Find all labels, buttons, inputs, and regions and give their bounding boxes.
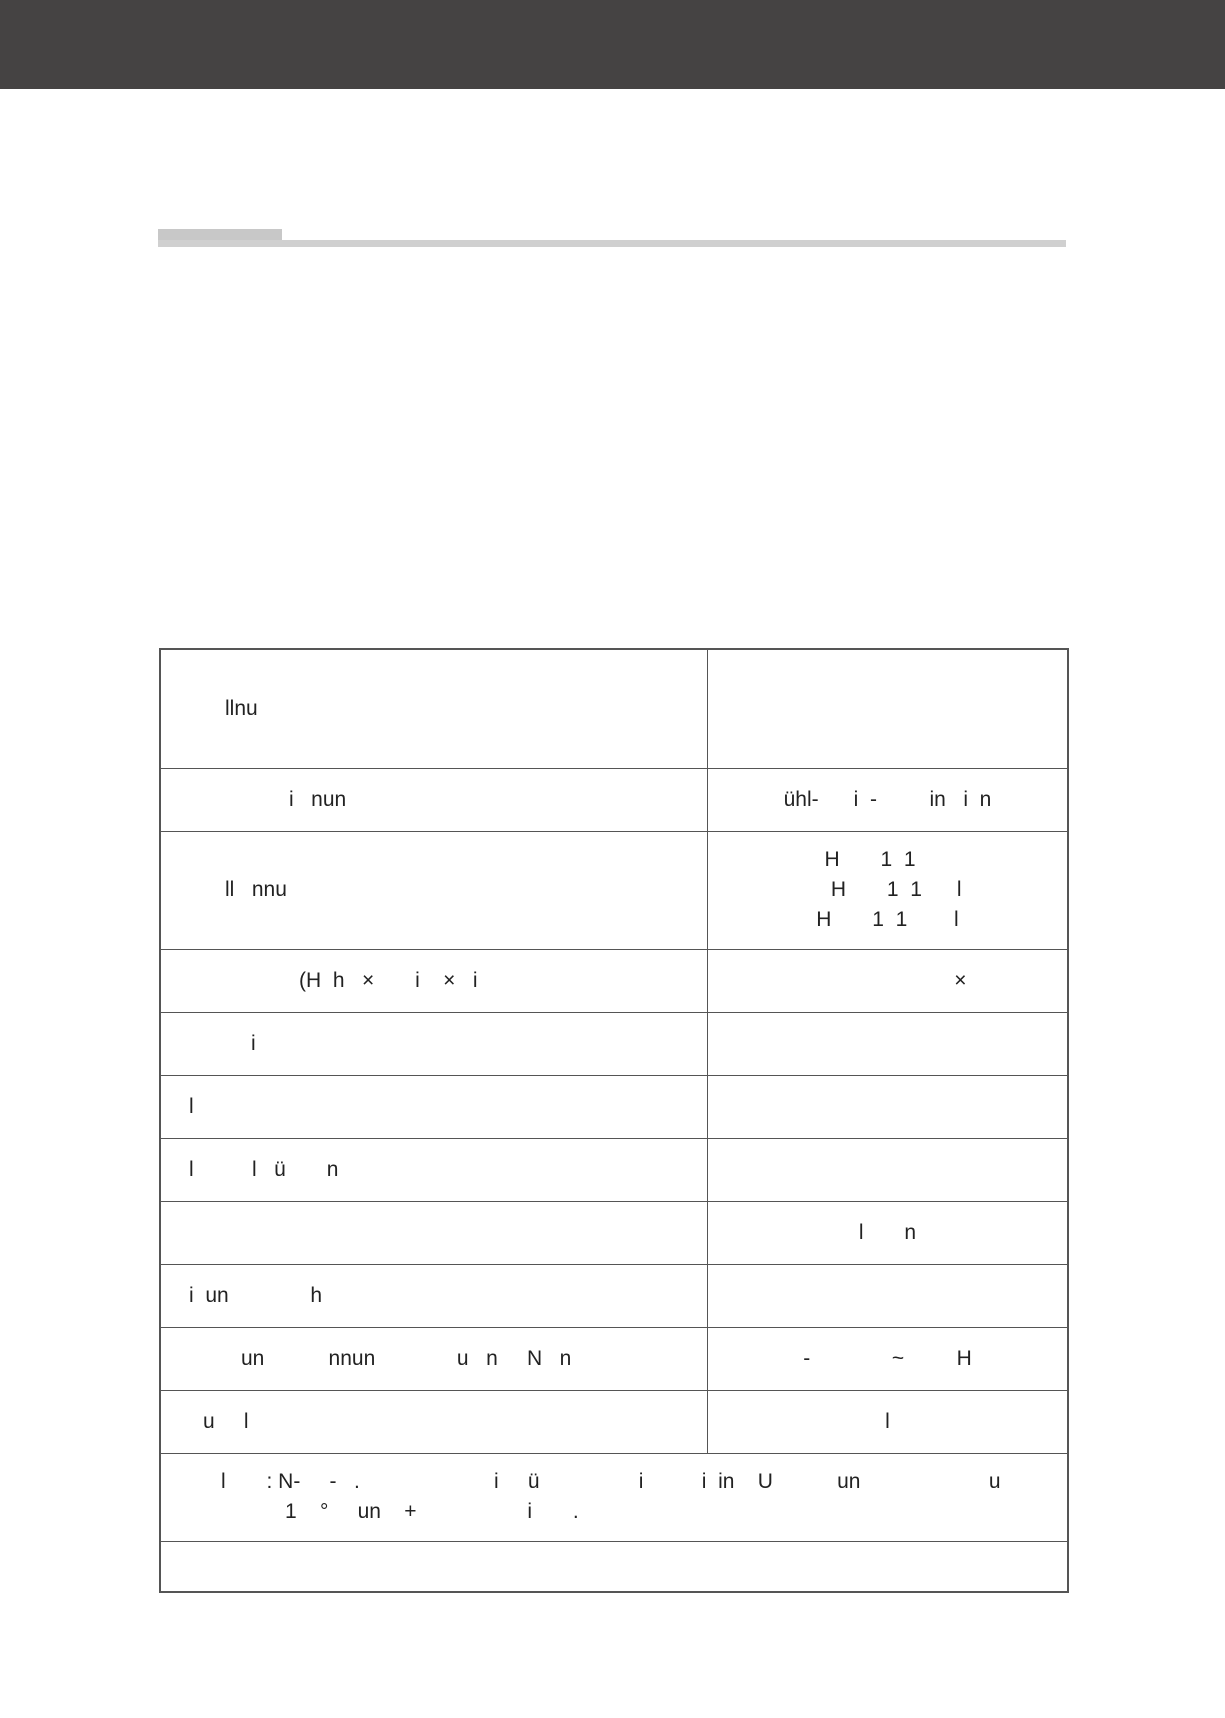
table-row [160,831,1068,949]
table-row [160,649,1068,768]
row-value: ühl- i - in i n [783,787,992,811]
row-value: l n [858,1220,917,1244]
row-label: llnu [225,696,258,720]
row-label: l [189,1094,194,1118]
top-header-bar [0,0,1225,89]
note-line: 1 ° un + i . [285,1500,579,1523]
table-row [160,1201,1068,1264]
table-row [160,1390,1068,1453]
row-value: × [808,968,967,992]
table-row [160,1264,1068,1327]
table-row [160,1012,1068,1075]
row-value-line: H 1 1 l [813,878,962,901]
row-value-line: H 1 1 l [816,908,959,931]
row-label: (H h × i × i [299,968,478,992]
row-value: l [885,1409,890,1433]
row-label: ll nnu [225,878,287,901]
row-label: u l [203,1409,249,1433]
table-row [160,1075,1068,1138]
row-label: i nun [289,787,347,811]
table-row [160,1138,1068,1201]
row-label: i [251,1031,256,1055]
row-value: - ~ H [803,1346,972,1370]
section-rule [158,240,1066,247]
table-row [160,1327,1068,1390]
row-label: l l ü n [189,1157,339,1181]
row-label: i un h [189,1283,323,1307]
row-label: un nnun u n N n [241,1346,572,1370]
table-row [160,949,1068,1012]
row-value-line: H 1 1 [824,848,951,871]
table-row [160,768,1068,831]
table-footer-row [160,1541,1068,1592]
specifications-table [159,648,1069,1593]
table-note-row [160,1453,1068,1541]
note-line: l : N- - . i ü i i in U un u [221,1470,1001,1493]
